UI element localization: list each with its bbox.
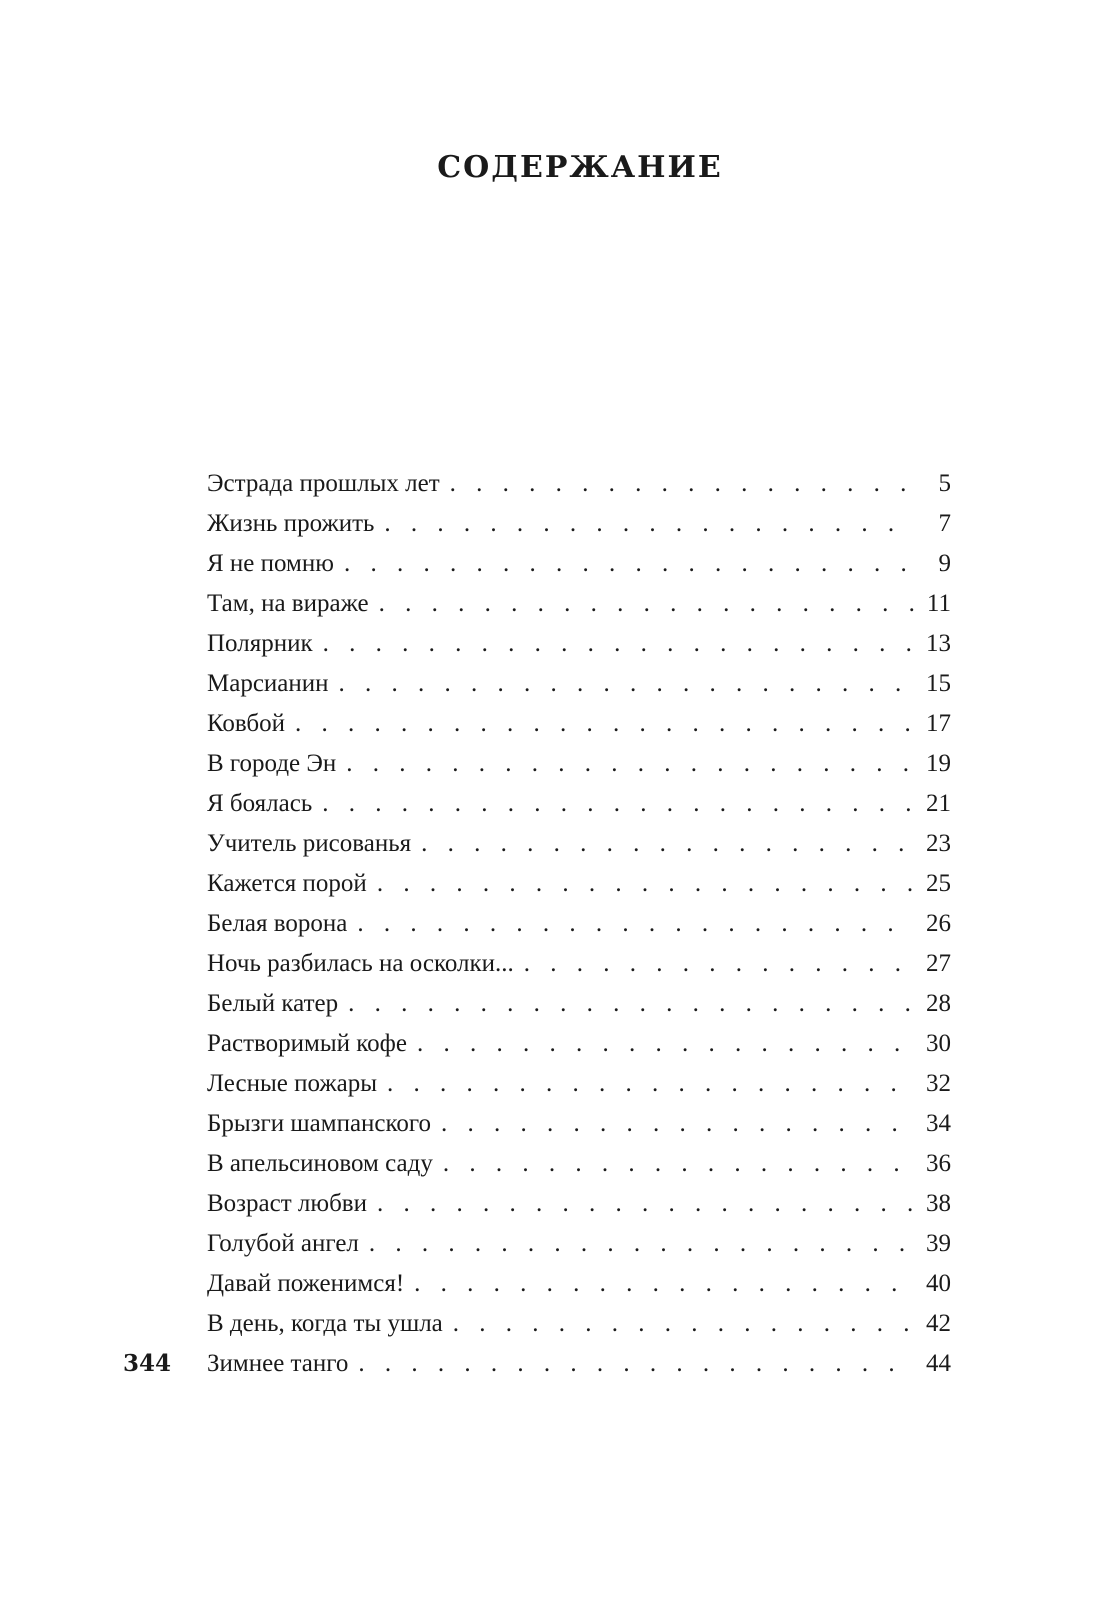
toc-dot-leader	[369, 1224, 915, 1264]
toc-page-number: 26	[926, 910, 951, 937]
toc-dot-leader	[344, 544, 915, 584]
toc-entry-title: Там, на вираже	[207, 590, 369, 617]
toc-entry-title: Белый катер	[207, 990, 339, 1017]
toc-entry-title: Голубой ангел	[207, 1230, 359, 1257]
toc-page-number: 32	[926, 1070, 951, 1097]
toc-page-number: 9	[938, 550, 951, 577]
toc-entry-title: Растворимый кофе	[207, 1030, 407, 1057]
toc-page-number: 28	[926, 990, 951, 1017]
toc-entry-title: Белая ворона	[207, 910, 348, 937]
toc-entry	[207, 784, 951, 824]
toc-entry-title: Лесные пожары	[207, 1070, 378, 1097]
toc-dot-leader	[358, 1344, 915, 1384]
toc-page-number: 15	[926, 670, 951, 697]
toc-dot-leader	[322, 784, 915, 824]
toc-page-number: 23	[926, 830, 951, 857]
toc-page-number: 7	[938, 510, 951, 537]
page-title: СОДЕРЖАНИЕ	[437, 150, 723, 185]
toc-dot-leader	[453, 1304, 915, 1344]
toc-entry	[207, 544, 951, 584]
toc-entry	[207, 824, 951, 864]
toc-entry	[207, 1144, 951, 1184]
toc-entry	[207, 984, 951, 1024]
toc-page-number: 27	[926, 950, 951, 977]
toc-entry-title: Ковбой	[207, 710, 286, 737]
toc-entry-title: Эстрада прошлых лет	[207, 470, 440, 497]
toc-entry-title: Кажется порой	[207, 870, 367, 897]
toc-dot-leader	[387, 1064, 915, 1104]
toc-dot-leader	[323, 624, 915, 664]
toc-entry	[207, 1024, 951, 1064]
toc-entry	[207, 1224, 951, 1264]
toc-dot-leader	[441, 1104, 915, 1144]
toc-dot-leader	[417, 1024, 915, 1064]
toc-entry-title: Ночь разбилась на осколки...	[207, 950, 514, 977]
toc-page-number: 38	[926, 1190, 951, 1217]
toc-entry	[207, 584, 951, 624]
toc-dot-leader	[348, 984, 915, 1024]
toc-dot-leader	[421, 824, 915, 864]
toc-page-number: 34	[926, 1110, 951, 1137]
toc-dot-leader	[346, 744, 915, 784]
toc-entry-title: Полярник	[207, 630, 313, 657]
toc-page-number: 19	[926, 750, 951, 777]
toc-entry	[207, 1104, 951, 1144]
toc-entry-title: Я боялась	[207, 790, 313, 817]
toc-entry	[207, 1184, 951, 1224]
toc-entry-title: Возраст любви	[207, 1190, 367, 1217]
toc-entry	[207, 744, 951, 784]
toc-page-number: 17	[926, 710, 951, 737]
toc-entry	[207, 664, 951, 704]
toc-entry	[207, 624, 951, 664]
toc-dot-leader	[414, 1264, 915, 1304]
toc-page-number: 11	[926, 590, 951, 617]
toc-page-number: 25	[926, 870, 951, 897]
toc-dot-leader	[450, 464, 915, 504]
toc-entry-title: Зимнее танго	[207, 1350, 349, 1377]
toc-page-number: 44	[926, 1350, 951, 1377]
toc-entry-title: Марсианин	[207, 670, 329, 697]
toc-entry	[207, 1304, 951, 1344]
toc-page-number: 21	[926, 790, 951, 817]
toc-entry-title: Брызги шампанского	[207, 1110, 432, 1137]
toc-entry	[207, 864, 951, 904]
toc-entry-title: В апельсиновом саду	[207, 1150, 433, 1177]
toc-dot-leader	[295, 704, 915, 744]
toc-dot-leader	[443, 1144, 915, 1184]
toc-dot-leader	[379, 584, 915, 624]
toc-entry	[207, 504, 951, 544]
toc-dot-leader	[377, 1184, 915, 1224]
toc-entry-title: Учитель рисованья	[207, 830, 412, 857]
toc-dot-leader	[524, 944, 915, 984]
table-of-contents	[207, 464, 951, 1384]
toc-dot-leader	[357, 904, 915, 944]
toc-entry	[207, 464, 951, 504]
toc-dot-leader	[384, 504, 915, 544]
toc-entry	[207, 704, 951, 744]
toc-page-number: 42	[926, 1310, 951, 1337]
toc-entry	[207, 1264, 951, 1304]
toc-page-number: 13	[926, 630, 951, 657]
toc-page-number: 30	[926, 1030, 951, 1057]
toc-entry-title: В день, когда ты ушла	[207, 1310, 443, 1337]
toc-entry-title: В городе Эн	[207, 750, 337, 777]
toc-entry	[207, 1344, 951, 1384]
toc-page-number: 39	[926, 1230, 951, 1257]
toc-entry	[207, 1064, 951, 1104]
toc-page-number: 36	[926, 1150, 951, 1177]
toc-page-number: 5	[938, 470, 951, 497]
toc-entry-title: Жизнь прожить	[207, 510, 375, 537]
toc-entry	[207, 944, 951, 984]
toc-entry-title: Давай поженимся!	[207, 1270, 405, 1297]
toc-entry	[207, 904, 951, 944]
toc-page-number: 40	[926, 1270, 951, 1297]
toc-dot-leader	[339, 664, 915, 704]
page-number: 344	[123, 1350, 172, 1377]
toc-entry-title: Я не помню	[207, 550, 334, 577]
toc-dot-leader	[377, 864, 915, 904]
